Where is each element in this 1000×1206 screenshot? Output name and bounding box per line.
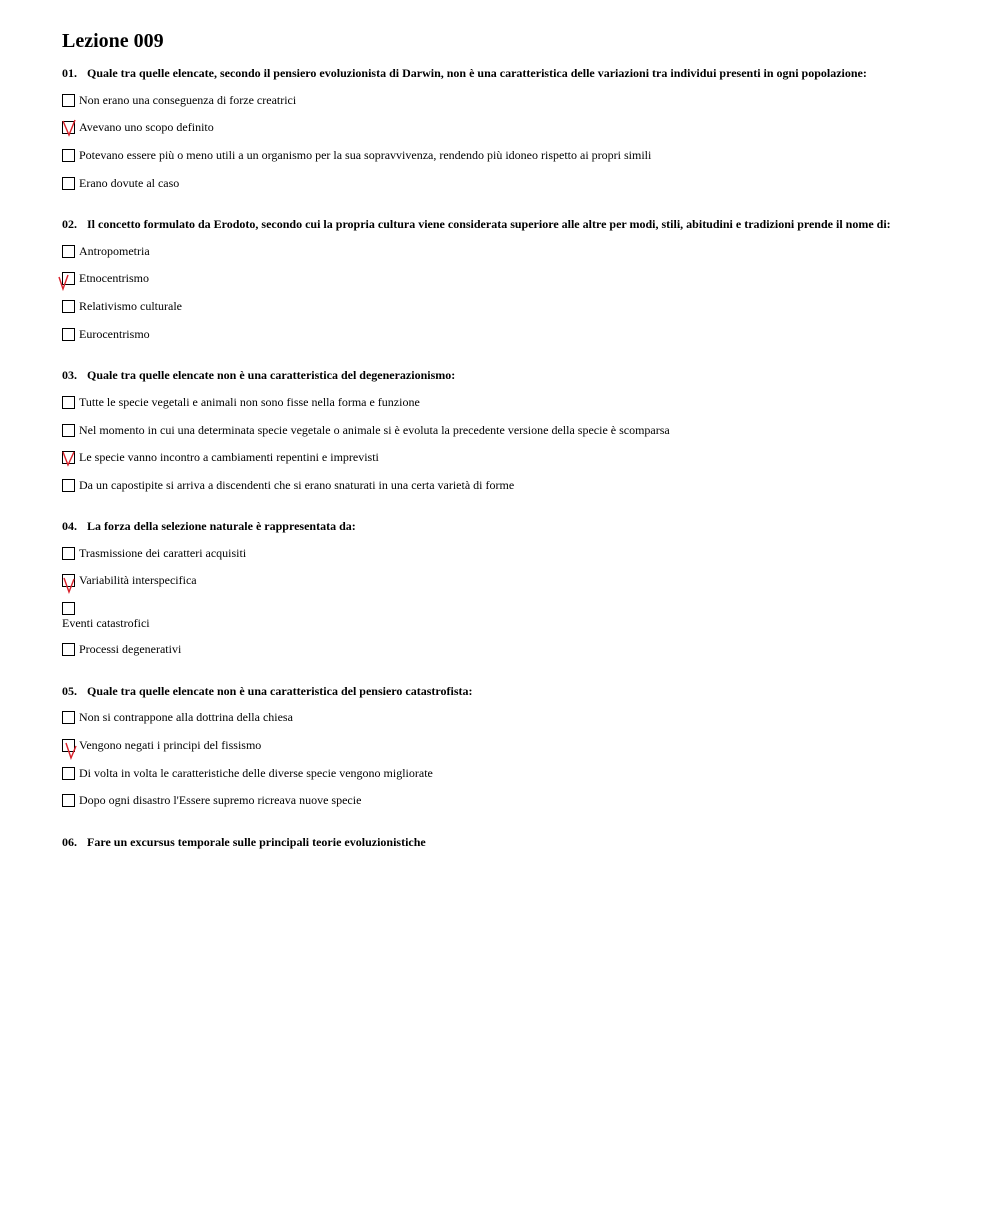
option-04-c[interactable] [62, 600, 150, 630]
question-number: 01. [62, 66, 77, 80]
option-label: Etnocentrismo [79, 270, 149, 285]
option-05-a[interactable] [62, 709, 293, 725]
option-label: Eurocentrismo [79, 326, 150, 341]
check-mark-icon [62, 120, 78, 138]
question-03 [62, 368, 455, 383]
question-06 [62, 835, 426, 850]
option-label: Da un capostipite si arriva a discendenti che si erano snaturati in una certa varietà di forme [79, 477, 515, 492]
question-text: Quale tra quelle elencate non è una caratteristica del pensiero catastrofista: [87, 684, 473, 698]
option-label: Di volta in volta le caratteristiche delle diverse specie vengono migliorate [79, 765, 433, 780]
option-label: Avevano uno scopo definito [79, 119, 214, 134]
option-05-c[interactable] [62, 765, 433, 781]
checkbox[interactable] [62, 424, 75, 437]
option-label: Variabilità interspecifica [79, 572, 197, 587]
checkbox[interactable] [62, 451, 75, 464]
option-04-b[interactable] [62, 572, 197, 588]
checkbox[interactable] [62, 300, 75, 313]
option-01-b[interactable] [62, 119, 214, 135]
option-01-c[interactable] [62, 147, 651, 163]
option-02-b[interactable] [62, 270, 149, 286]
question-number: 06. [62, 835, 77, 849]
option-03-b[interactable] [62, 422, 670, 438]
option-label: Tutte le specie vegetali e animali non sono fisse nella forma e funzione [79, 394, 420, 409]
question-number: 03. [62, 368, 77, 382]
option-label: Potevano essere più o meno utili a un organismo per la sua sopravvivenza, rendendo più idoneo rispetto ai propri simili [79, 147, 652, 162]
option-label: Antropometria [79, 243, 150, 258]
checkbox[interactable] [62, 574, 75, 587]
option-label: Relativismo culturale [79, 298, 182, 313]
option-05-d[interactable] [62, 792, 361, 808]
page-title: Lezione 009 [62, 30, 164, 52]
check-mark-icon [66, 741, 82, 759]
checkbox[interactable] [62, 547, 75, 560]
question-number: 02. [62, 217, 77, 231]
question-number: 05. [62, 684, 77, 698]
checkbox[interactable] [62, 479, 75, 492]
checkbox[interactable] [62, 328, 75, 341]
option-01-a[interactable] [62, 92, 296, 108]
checkbox[interactable] [62, 272, 75, 285]
check-mark-icon [63, 576, 79, 594]
option-03-a[interactable] [62, 394, 420, 410]
checkbox[interactable] [62, 396, 75, 409]
option-03-d[interactable] [62, 477, 514, 493]
question-05 [62, 684, 472, 699]
question-04 [62, 519, 356, 534]
checkbox[interactable] [62, 739, 75, 752]
option-02-c[interactable] [62, 298, 182, 314]
question-number: 04. [62, 519, 77, 533]
option-02-a[interactable] [62, 243, 150, 259]
option-label: Le specie vanno incontro a cambiamenti repentini e imprevisti [79, 449, 379, 464]
checkbox[interactable] [62, 149, 75, 162]
option-label: Processi degenerativi [79, 641, 182, 656]
question-02 [62, 217, 891, 232]
question-text: Quale tra quelle elencate, secondo il pensiero evoluzionista di Darwin, non è una caratteristica delle variazioni tra individui presenti in ogni popolazione: [87, 66, 867, 80]
option-label: Vengono negati i principi del fissismo [79, 737, 262, 752]
option-label: Non erano una conseguenza di forze creatrici [79, 92, 297, 107]
option-01-d[interactable] [62, 175, 179, 191]
question-text: Il concetto formulato da Erodoto, secondo cui la propria cultura viene considerata superiore alle altre per modi, stili, abitudini e tradizioni prende il nome di: [87, 217, 891, 231]
checkbox[interactable] [62, 794, 75, 807]
option-04-a[interactable] [62, 545, 246, 561]
question-01 [62, 66, 867, 81]
question-text: Quale tra quelle elencate non è una caratteristica del degenerazionismo: [87, 368, 456, 382]
question-text: Fare un excursus temporale sulle principali teorie evoluzionistiche [87, 835, 426, 849]
checkbox[interactable] [62, 94, 75, 107]
option-label: Non si contrappone alla dottrina della chiesa [79, 709, 293, 724]
option-label: Erano dovute al caso [79, 175, 180, 190]
option-label: Eventi catastrofici [62, 616, 150, 630]
checkbox[interactable] [62, 711, 75, 724]
option-label: Nel momento in cui una determinata specie vegetale o animale si è evoluta la precedente versione della specie è scomparsa [79, 422, 670, 437]
checkbox[interactable] [62, 121, 75, 134]
option-04-d[interactable] [62, 641, 181, 657]
option-label: Dopo ogni disastro l'Essere supremo ricreava nuove specie [79, 792, 362, 807]
checkbox[interactable] [62, 177, 75, 190]
checkbox[interactable] [62, 643, 75, 656]
question-text: La forza della selezione naturale è rappresentata da: [87, 519, 356, 533]
check-mark-icon [59, 274, 75, 292]
option-02-d[interactable] [62, 326, 150, 342]
option-05-b[interactable] [62, 737, 261, 753]
checkbox[interactable] [62, 767, 75, 780]
checkbox[interactable] [62, 602, 75, 615]
checkbox[interactable] [62, 245, 75, 258]
option-03-c[interactable] [62, 449, 379, 465]
option-label: Trasmissione dei caratteri acquisiti [79, 545, 247, 560]
check-mark-icon [62, 451, 78, 469]
